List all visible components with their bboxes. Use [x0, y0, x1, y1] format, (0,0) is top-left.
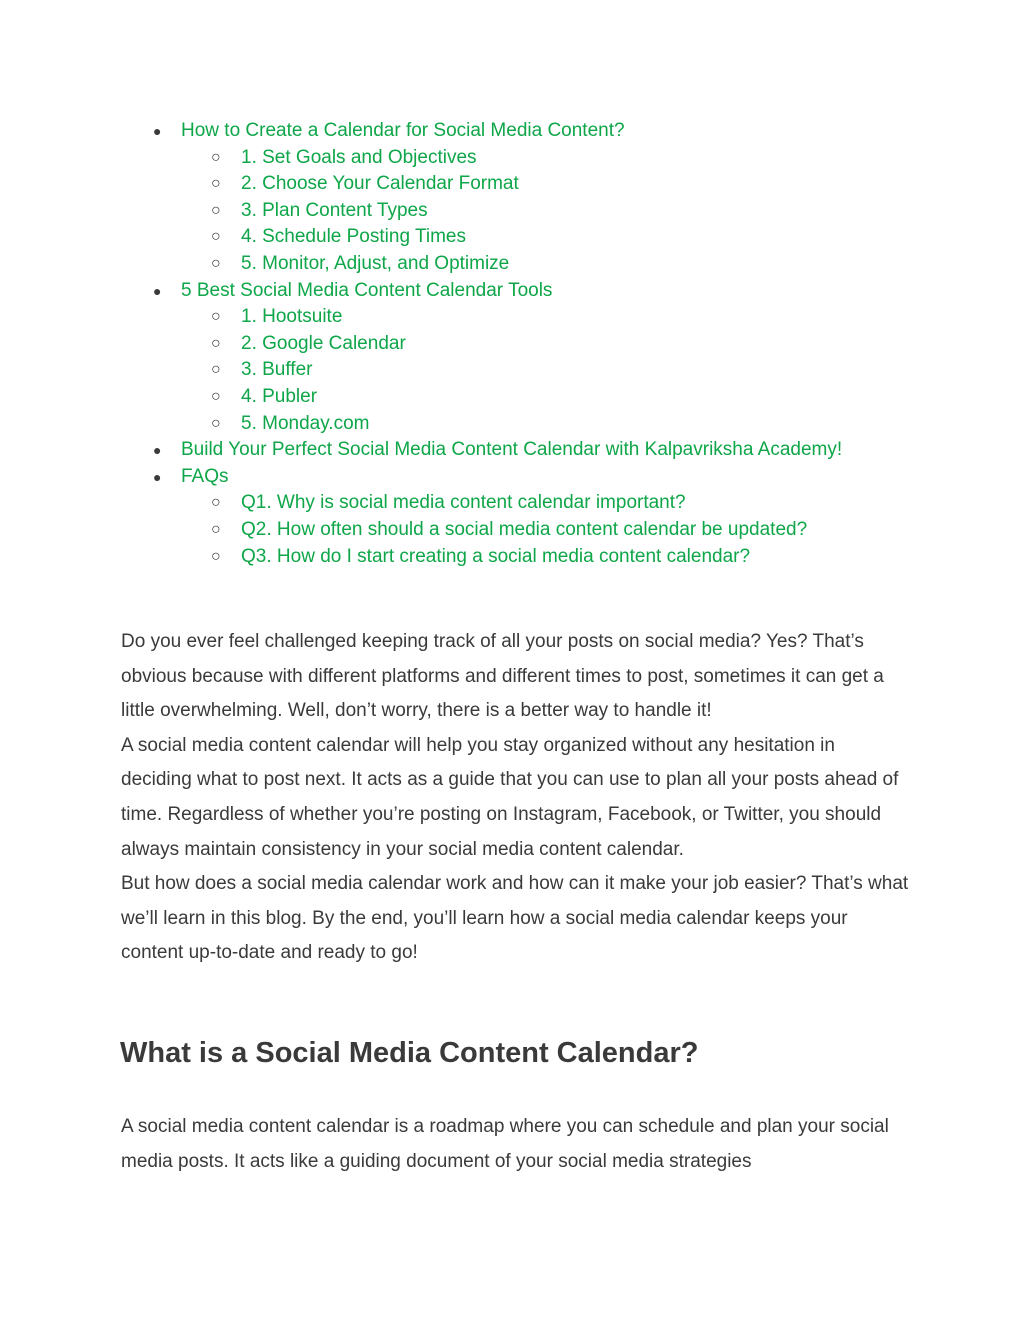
toc-subitem-link[interactable]: Q1. Why is social media content calendar important? [241, 492, 686, 514]
bullet-icon: ● [153, 442, 162, 459]
toc-subitem-link[interactable]: 5. Monday.com [241, 412, 370, 434]
toc-subitem [0, 224, 1024, 251]
toc-subitem [0, 357, 1024, 384]
hollow-bullet-icon: ○ [211, 148, 221, 166]
hollow-bullet-icon: ○ [211, 547, 221, 565]
toc-subitem [0, 544, 1024, 571]
toc-section-item [0, 437, 1024, 464]
toc-subitem [0, 384, 1024, 411]
toc-section-item [0, 118, 1024, 145]
intro-paragraph: A social media content calendar will help you stay organized without any hesitation in deciding what to post next. It acts as a guide that you can use to plan all your posts ahead of time. Regardless of whether you’re posting on Instagram, Facebook, or Twitter, you should always maintain consistency in your social media content calendar. [121, 734, 899, 860]
hollow-bullet-icon: ○ [211, 201, 221, 219]
toc-section-link[interactable]: FAQs [181, 465, 229, 487]
hollow-bullet-icon: ○ [211, 414, 221, 432]
toc-subitem [0, 517, 1024, 544]
table-of-contents [0, 118, 1024, 570]
bullet-icon: ● [153, 282, 162, 299]
toc-subitem-link[interactable]: 1. Set Goals and Objectives [241, 146, 477, 168]
toc-subitem-link[interactable]: 1. Hootsuite [241, 306, 343, 328]
toc-section-item [0, 278, 1024, 305]
intro-paragraph: But how does a social media calendar work and how can it make your job easier? That’s what we’ll learn in this blog. By the end, you’ll learn how a social media calendar keeps your content up-to-date and ready to go! [121, 873, 909, 964]
toc-subitem-link[interactable]: 3. Plan Content Types [241, 199, 428, 221]
hollow-bullet-icon: ○ [211, 387, 221, 405]
toc-section-link[interactable]: 5 Best Social Media Content Calendar Tools [181, 279, 553, 301]
section-paragraph: A social media content calendar is a roadmap where you can schedule and plan your social media posts. It acts like a guiding document of your social media strategies [121, 1116, 889, 1172]
toc-subitem [0, 145, 1024, 172]
bullet-icon: ● [153, 468, 162, 485]
toc-subitem [0, 490, 1024, 517]
hollow-bullet-icon: ○ [211, 361, 221, 379]
toc-section-link[interactable]: How to Create a Calendar for Social Media Content? [181, 120, 625, 141]
toc-subitem-link[interactable]: 5. Monitor, Adjust, and Optimize [241, 252, 510, 274]
toc-subitem [0, 304, 1024, 331]
toc-subitem [0, 411, 1024, 438]
intro-paragraph: Do you ever feel challenged keeping track of all your posts on social media? Yes? That’s obvious because with different platforms and different times to post, sometimes it can get a little overwhelming. Well, don’t worry, there is a better way to handle it! [121, 631, 884, 722]
hollow-bullet-icon: ○ [211, 494, 221, 512]
hollow-bullet-icon: ○ [211, 308, 221, 326]
intro-text [121, 625, 911, 971]
hollow-bullet-icon: ○ [211, 254, 221, 272]
toc-subitem [0, 171, 1024, 198]
bullet-icon: ● [153, 123, 162, 139]
toc-subitem [0, 331, 1024, 358]
toc-subitem-link[interactable]: Q3. How do I start creating a social media content calendar? [241, 545, 751, 567]
section-heading: What is a Social Media Content Calendar? [120, 1037, 699, 1069]
toc-subitem-link[interactable]: 4. Publer [241, 385, 318, 407]
toc-subitem-link[interactable]: Q2. How often should a social media content calendar be updated? [241, 518, 808, 540]
hollow-bullet-icon: ○ [211, 175, 221, 193]
toc-subitem-link[interactable]: 3. Buffer [241, 359, 313, 381]
toc-subitem [0, 251, 1024, 278]
toc-subitem [0, 198, 1024, 225]
toc-subitem-link[interactable]: 4. Schedule Posting Times [241, 226, 466, 248]
toc-subitem-link[interactable]: 2. Choose Your Calendar Format [241, 173, 519, 195]
hollow-bullet-icon: ○ [211, 228, 221, 246]
toc-section-link[interactable]: Build Your Perfect Social Media Content Calendar with Kalpavriksha Academy! [181, 439, 843, 461]
hollow-bullet-icon: ○ [211, 520, 221, 538]
toc-section-item [0, 464, 1024, 491]
hollow-bullet-icon: ○ [211, 334, 221, 352]
toc-subitem-link[interactable]: 2. Google Calendar [241, 332, 406, 354]
